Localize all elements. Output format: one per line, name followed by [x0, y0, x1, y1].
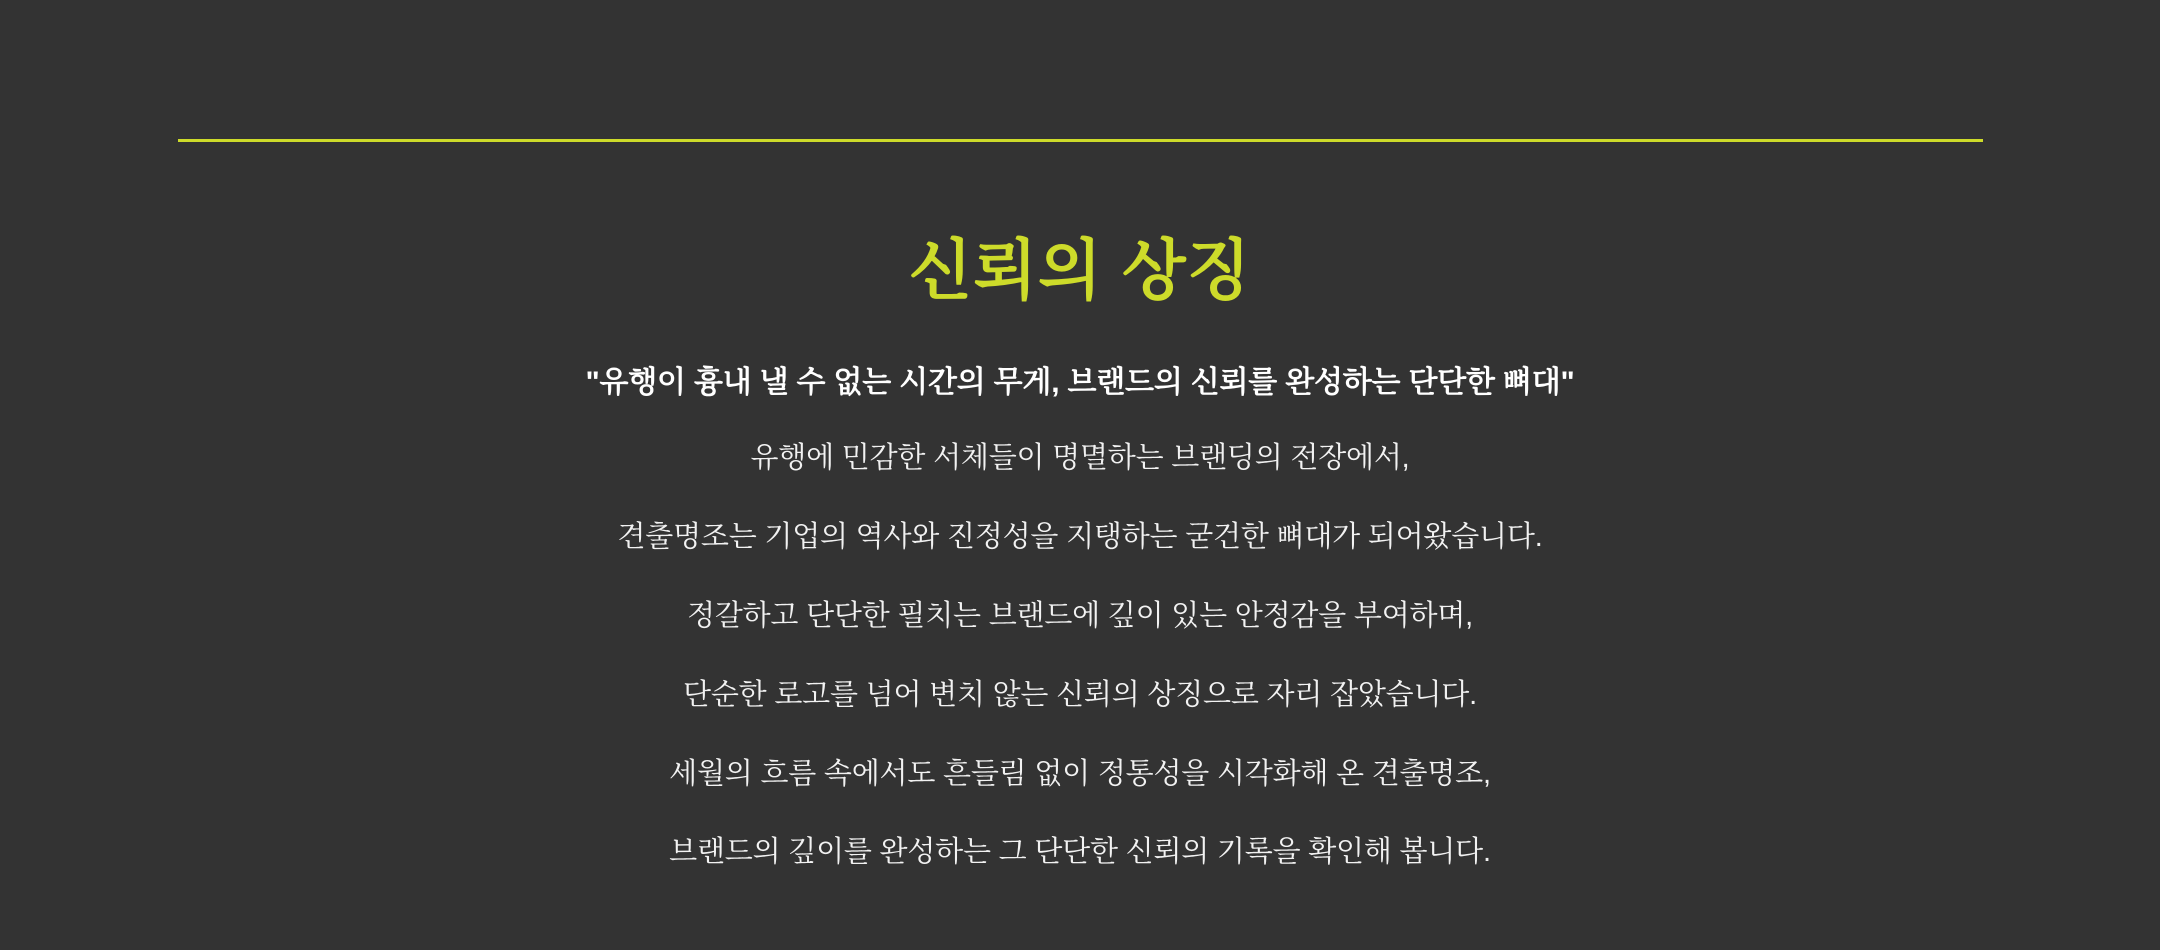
body-line-2: 견출명조는 기업의 역사와 진정성을 지탱하는 굳건한 뼈대가 되어왔습니다. [617, 520, 1543, 553]
body-copy [0, 330, 2160, 907]
page-title: 신뢰의 상징 [908, 233, 1252, 308]
body-line-3: 정갈하고 단단한 필치는 브랜드에 깊이 있는 안정감을 부여하며, [686, 599, 1474, 632]
body-line-1: 유행에 민감한 서체들이 명멸하는 브랜딩의 전장에서, [750, 442, 1410, 474]
lead-quote: "유행이 흉내 낼 수 없는 시간의 무게, 브랜드의 신뢰를 완성하는 단단한 뼈대" [585, 366, 1575, 399]
body-line-4: 단순한 로고를 넘어 변치 않는 신뢰의 상징으로 자리 잡았습니다. [683, 678, 1477, 711]
body-line-5: 세월의 흐름 속에서도 흔들림 없이 정통성을 시각화해 온 견출명조, [669, 757, 1491, 790]
body-line-6: 브랜드의 깊이를 완성하는 그 단단한 신뢰의 기록을 확인해 봅니다. [669, 836, 1491, 869]
top-accent-rule [178, 139, 1983, 142]
